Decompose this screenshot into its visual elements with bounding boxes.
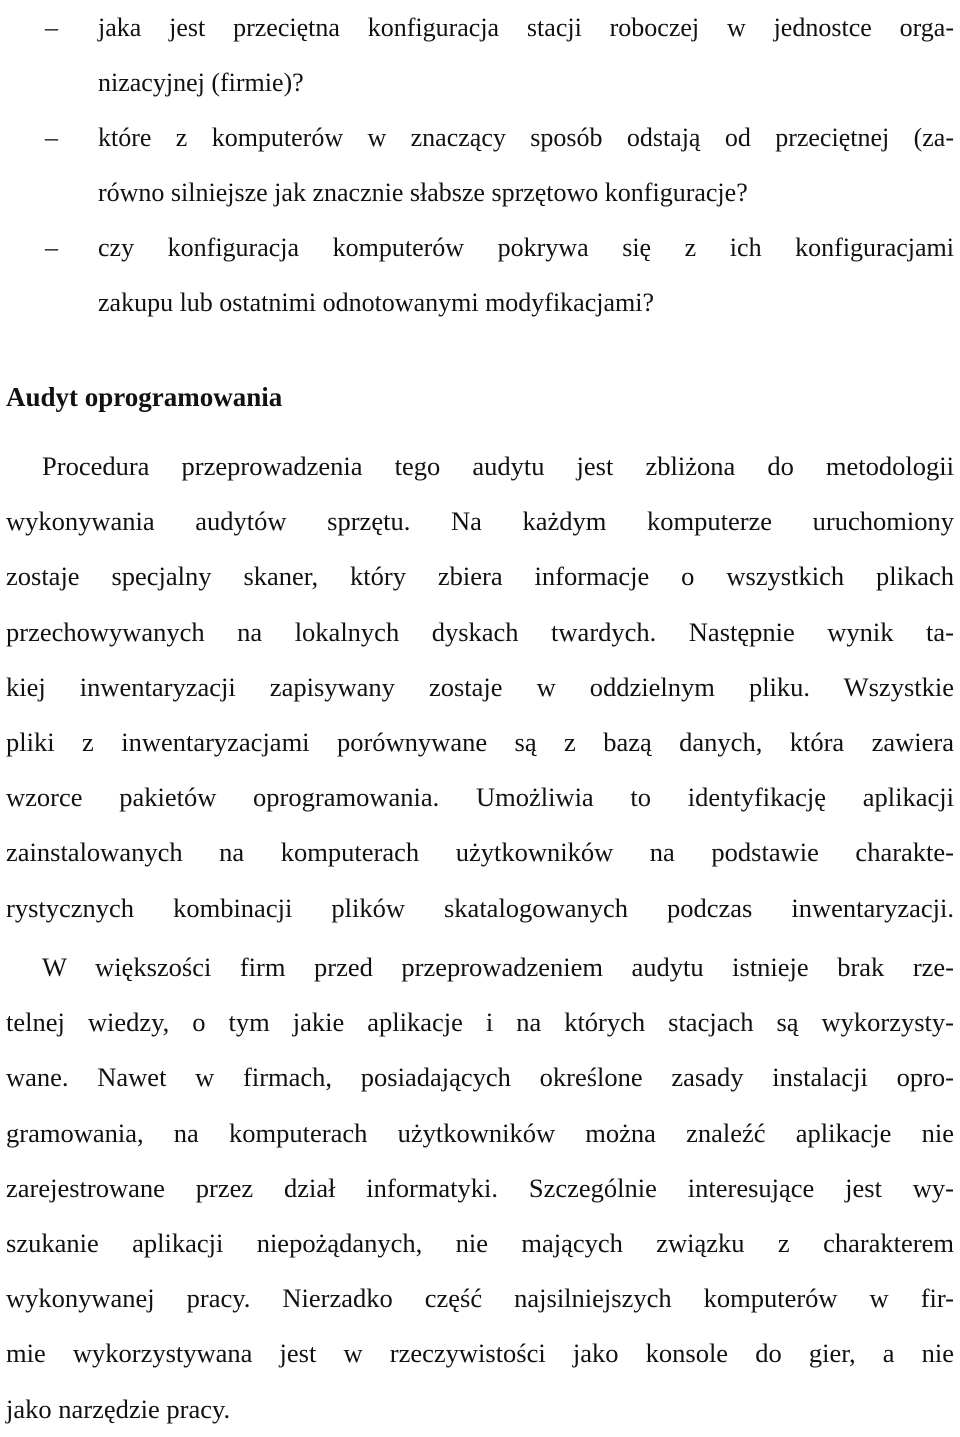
list-item [0,0,960,110]
paragraph-line: przechowywanych na lokalnych dyskach twardych. Następnie wynik ta- [6,616,954,647]
paragraph-line: wane. Nawet w firmach, posiadających określone zasady instalacji opro- [6,1062,954,1093]
paragraph-line: szukanie aplikacji niepożądanych, nie mających związku z charakterem [6,1228,954,1259]
paragraph-line: jako narzędzie pracy. [6,1393,231,1424]
list-item [0,220,960,330]
section-heading: Audyt oprogramowania [6,382,283,412]
list-item-line: czy konfiguracja komputerów pokrywa się z ich konfiguracjami [98,233,954,262]
paragraph-line: zarejestrowane przez dział informatyki. Szczególnie interesujące jest wy- [6,1172,954,1203]
list-item-line: zakupu lub ostatnimi odnotowanymi modyfikacjami? [98,288,655,317]
list-item-line: jaka jest przeciętna konfiguracja stacji roboczej w jednostce orga- [98,13,954,42]
list-item-line: nizacyjnej (firmie)? [98,68,304,97]
paragraph-line: W większości firm przed przeprowadzeniem audytu istnieje brak rze- [42,952,954,982]
paragraph-line: zostaje specjalny skaner, który zbiera informacje o wszystkich plikach [6,561,954,592]
paragraph-line: rystycznych kombinacji plików skatalogowanych podczas inwentaryzacji. [6,892,954,923]
dash-marker: – [45,13,58,42]
paragraph-line: wykonywanej pracy. Nierzadko część najsilniejszych komputerów w fir- [6,1283,954,1314]
paragraph-line: wzorce pakietów oprogramowania. Umożliwia to identyfikację aplikacji [6,782,954,813]
paragraph-line: pliki z inwentaryzacjami porównywane są z bazą danych, która zawiera [6,727,954,758]
dash-marker: – [45,233,58,262]
list-item-line: które z komputerów w znaczący sposób odstają od przeciętnej (za- [98,123,954,152]
paragraph-line: kiej inwentaryzacji zapisywany zostaje w oddzielnym pliku. Wszystkie [6,671,954,702]
paragraph-line: mie wykorzystywana jest w rzeczywistości jako konsole do gier, a nie [6,1338,954,1369]
paragraph-line: zainstalowanych na komputerach użytkowników na podstawie charakte- [6,837,954,868]
list-item-line: równo silniejsze jak znacznie słabsze sprzętowo konfiguracje? [98,178,748,207]
paragraph-procedure [6,439,954,936]
list-item [0,110,960,220]
paragraph-line: Procedura przeprowadzenia tego audytu jest zbliżona do metodologii [42,451,954,481]
paragraph-line: gramowania, na komputerach użytkowników można znaleźć aplikacje nie [6,1117,954,1148]
paragraph-line: wykonywania audytów sprzętu. Na każdym komputerze uruchomiony [6,506,954,537]
dash-marker: – [45,123,58,152]
paragraph-findings [6,940,954,1437]
paragraph-line: telnej wiedzy, o tym jakie aplikacje i na których stacjach są wykorzysty- [6,1007,954,1038]
